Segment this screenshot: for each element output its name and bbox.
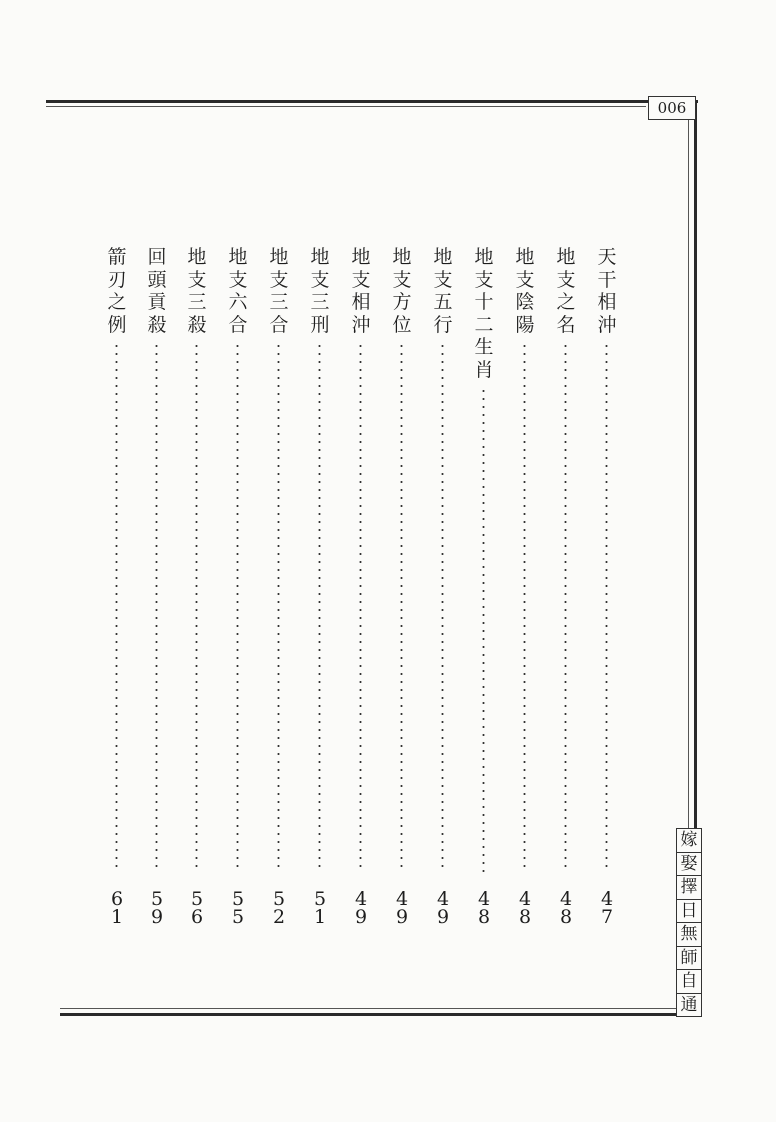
toc-page-number: 4 9 — [436, 888, 450, 928]
book-title-tab — [676, 828, 702, 1017]
toc-leader-dots — [318, 342, 321, 872]
toc-entry-title-char: 貢 — [147, 291, 167, 313]
toc-entry-title-char: 合 — [269, 313, 289, 336]
toc-page-number: 4 8 — [559, 888, 573, 928]
toc-entry-title-char: 支 — [228, 268, 248, 291]
toc-entry-title-char: 支 — [269, 268, 289, 291]
toc-entry — [144, 246, 170, 928]
toc-entry — [512, 246, 538, 928]
toc-entry-title-char: 方 — [392, 291, 412, 313]
toc-entry-title-char: 支 — [351, 268, 371, 291]
toc-entry-title-char: 之 — [107, 291, 127, 313]
toc-entry-title-char: 之 — [556, 291, 576, 313]
toc-entry-title-char: 刑 — [310, 313, 330, 336]
toc-leader-dots — [277, 342, 280, 872]
toc-entry — [307, 246, 333, 928]
toc-entry-title-char: 六 — [228, 291, 248, 313]
toc-entry-title-char: 三 — [269, 291, 289, 313]
toc-leader-dots — [441, 342, 444, 872]
toc-leader-dots — [400, 342, 403, 872]
book-title-char: 師 — [677, 947, 701, 971]
toc-leader-dots — [605, 342, 608, 872]
toc-entry-title-char: 地 — [351, 246, 371, 268]
toc-entry-title-char: 位 — [392, 313, 412, 336]
toc-entry-title-char: 五 — [433, 291, 453, 313]
toc-entry-title-char: 地 — [310, 246, 330, 268]
book-title-char: 日 — [677, 900, 701, 924]
toc-entry-title-char: 支 — [392, 268, 412, 291]
toc-entry-title-char: 天 — [597, 246, 617, 268]
toc-entry — [348, 246, 374, 928]
toc-page-number: 5 2 — [272, 888, 286, 928]
toc-leader-dots — [195, 342, 198, 872]
frame-bottom-border — [60, 1013, 697, 1016]
toc-entry-title-char: 干 — [597, 268, 617, 291]
toc-page-number: 5 5 — [231, 888, 245, 928]
toc-entry-title-char: 行 — [433, 313, 453, 336]
book-title-char: 娶 — [677, 853, 701, 877]
toc-entry-title-char: 相 — [597, 291, 617, 313]
toc-entry-title-char: 殺 — [147, 313, 167, 336]
toc-entry-title-char: 支 — [433, 268, 453, 291]
frame-top-border — [46, 100, 698, 103]
toc-entry — [594, 246, 620, 928]
toc-entry-title-char: 地 — [433, 246, 453, 268]
toc-entry-title-char: 名 — [556, 313, 576, 336]
frame-top-inner-border — [46, 106, 646, 107]
book-title-char: 自 — [677, 970, 701, 994]
toc-entry-title-char: 頭 — [147, 268, 167, 291]
toc-entry-title-char: 地 — [228, 246, 248, 268]
toc-entry — [430, 246, 456, 928]
toc-leader-dots — [564, 342, 567, 872]
toc-page-number: 5 9 — [150, 888, 164, 928]
toc-leader-dots — [523, 342, 526, 872]
toc-entry — [225, 246, 251, 928]
toc-leader-dots — [115, 342, 118, 872]
toc-entry-title-char: 合 — [228, 313, 248, 336]
toc-entry — [184, 246, 210, 928]
toc-entry-title-char: 支 — [474, 268, 494, 291]
toc-entry-title-char: 地 — [392, 246, 412, 268]
toc-page-number: 4 8 — [518, 888, 532, 928]
toc-entry — [389, 246, 415, 928]
toc-entry-title-char: 生 — [474, 336, 494, 358]
toc-entry-title-char: 支 — [556, 268, 576, 291]
toc-entry — [266, 246, 292, 928]
toc-entry-title-char: 支 — [187, 268, 207, 291]
toc-entry-title-char: 刃 — [107, 268, 127, 291]
toc-entry-title-char: 地 — [474, 246, 494, 268]
toc-entry — [553, 246, 579, 928]
toc-page-number: 5 6 — [190, 888, 204, 928]
toc-entry-title-char: 回 — [147, 246, 167, 268]
toc-entry — [471, 246, 497, 928]
frame-bottom-inner-border — [60, 1008, 690, 1009]
toc-entry-title-char: 相 — [351, 291, 371, 313]
toc-leader-dots — [155, 342, 158, 872]
toc-entry-title-char: 地 — [269, 246, 289, 268]
toc-leader-dots — [236, 342, 239, 872]
toc-entry-title-char: 地 — [187, 246, 207, 268]
toc-entry-title-char: 三 — [187, 291, 207, 313]
toc-page-number: 4 9 — [354, 888, 368, 928]
toc-page-number: 4 8 — [477, 888, 491, 928]
toc-entry — [104, 246, 130, 928]
toc-entry-title-char: 支 — [515, 268, 535, 291]
toc-leader-dots — [482, 387, 485, 872]
toc-page-number: 5 1 — [313, 888, 327, 928]
book-title-char: 無 — [677, 923, 701, 947]
toc-entry-title-char: 沖 — [597, 313, 617, 336]
toc-page-number: 4 9 — [395, 888, 409, 928]
book-title-char: 嫁 — [677, 829, 701, 853]
page-number: 006 — [648, 96, 696, 120]
toc-entry-title-char: 殺 — [187, 313, 207, 336]
toc-leader-dots — [359, 342, 362, 872]
toc-entry-title-char: 地 — [515, 246, 535, 268]
toc-entry-title-char: 陰 — [515, 291, 535, 313]
toc-entry-title-char: 箭 — [107, 246, 127, 268]
book-title-char: 通 — [680, 994, 698, 1015]
toc-entry-title-char: 沖 — [351, 313, 371, 336]
toc-entry-title-char: 地 — [556, 246, 576, 268]
toc-page-number: 6 1 — [110, 888, 124, 928]
book-title-char: 擇 — [677, 876, 701, 900]
toc-entry-title-char: 三 — [310, 291, 330, 313]
toc-entry-title-char: 肖 — [474, 358, 494, 381]
toc-page-number: 4 7 — [600, 888, 614, 928]
toc-entry-title-char: 十 — [474, 291, 494, 313]
toc-entry-title-char: 例 — [107, 313, 127, 336]
toc-entry-title-char: 支 — [310, 268, 330, 291]
toc-entry-title-char: 二 — [474, 313, 494, 336]
toc-entry-title-char: 陽 — [515, 313, 535, 336]
